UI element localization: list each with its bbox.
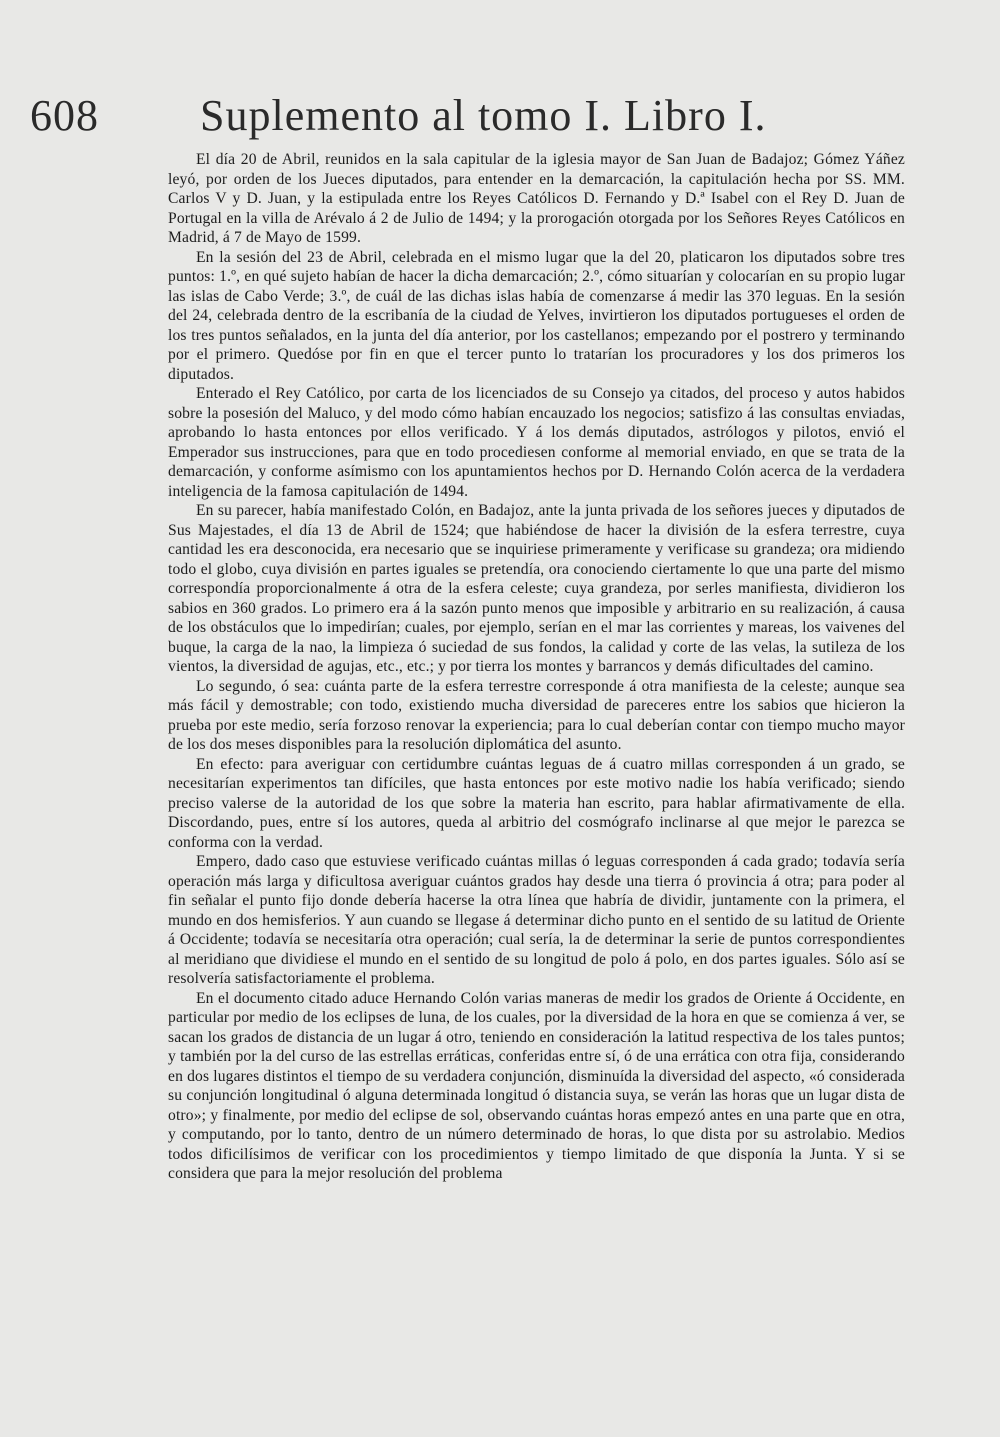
page-number: 608 bbox=[30, 91, 99, 140]
paragraph: En el documento citado aduce Hernando Colón varias maneras de medir los grados de Oriente á Occidente, en particular por medio de los eclipses de luna, de los cuales, por la diversidad de la hora en que se comienza á ver, se sacan los grados de distancia de un lugar á otro, teniendo en consideración la latitud respectiva de los tales puntos; y también por la del curso de las estrellas erráticas, conferidas entre sí, ó de una errática con otra fija, considerando en dos lugares distintos el tiempo de su verdadera conjunción, disminuída la diversidad del aspecto, «ó considerada su conjunción longitudinal ó alguna determinada longitud ó distancia suya, se verán las horas que un lugar dista de otro»; y finalmente, por medio del eclipse de sol, observando cuántas horas empezó antes en una parte que en otra, y computando, por lo tanto, dentro de un número determinado de horas, lo que dista por su astrolabio. Medios todos dificilísimos de verificar con los procedimientos y tiempo limitado de que disponía la Junta. Y si se considera que para la mejor resolución del problema bbox=[168, 989, 905, 1182]
paragraph: Empero, dado caso que estuviese verificado cuántas millas ó leguas corresponden á cada grado; todavía sería operación más larga y dificultosa averiguar cuántos grados hay desde una tierra ó provincia á otra; para poder al fin señalar el punto fijo donde debería hacerse la otra línea que habría de dividir, juntamente con la primera, el mundo en dos hemisferios. Y aun cuando se llegase á determinar dicho punto en el sentido de su latitud de Oriente á Occidente; todavía se necesitaría otra operación; cual sería, la de determinar la serie de puntos correspondientes al meridiano que dividiese el mundo en el sentido de su longitud de polo á polo, en dos partes iguales. Sólo así se resolvería satisfactoriamente el problema. bbox=[168, 853, 905, 987]
paragraph: Lo segundo, ó sea: cuánta parte de la esfera terrestre corresponde á otra manifiesta de la celeste; aunque sea más fácil y demostrable; con todo, existiendo mucha diversidad de pareceres entre los sabios que hicieron la prueba por este medio, sería forzoso renovar la experiencia; para lo cual deberían contar con tiempo mucho mayor de los dos meses disponibles para la resolución diplomática del asunto. bbox=[168, 677, 905, 753]
paragraph: Enterado el Rey Católico, por carta de los licenciados de su Consejo ya citados, del proceso y autos habidos sobre la posesión del Maluco, y del modo cómo habían encauzado los negocios; satisfizo á las consultas enviadas, aprobando lo hasta entonces por ellos verificado. Y á los demás diputados, astrólogos y pilotos, envió el Emperador sus instrucciones, para que en todo procediesen conforme al memorial enviado, en que se trata de la demarcación, y conforme asímismo con los apuntamientos hechos por D. Hernando Colón acerca de la verdadera inteligencia de la famosa capitulación de 1494. bbox=[168, 385, 905, 500]
paragraph: En la sesión del 23 de Abril, celebrada en el mismo lugar que la del 20, platicaron los diputados sobre tres puntos: 1.º, en qué sujeto habían de hacer la dicha demarcación; 2.º, cómo situarían y colocarían en su propio lugar las islas de Cabo Verde; 3.º, de cuál de las dichas islas había de comenzarse á medir las 370 leguas. En la sesión del 24, celebrada dentro de la escribanía de la ciudad de Yelves, invirtieron los diputados portugueses el orden de los tres puntos señalados, en la junta del día anterior, por los castellanos; empezando por el postrero y terminando por el primero. Quedóse por fin en que el tercer punto lo tratarían los procuradores y los dos primeros los diputados. bbox=[168, 248, 905, 383]
body-text bbox=[168, 150, 905, 1184]
page-header bbox=[30, 88, 890, 148]
paragraph: En efecto: para averiguar con certidumbre cuántas leguas de á cuatro millas corresponden á un grado, se necesitarían experimentos tan difíciles, que hasta entonces por este motivo nadie los había verificado; siendo preciso valerse de la autoridad de los que sobre la materia han escrito, para hablar afirmativamente de ella. Discordando, pues, entre sí los autores, queda al arbitrio del cosmógrafo inclinarse al que mejor le parezca se conforma con la verdad. bbox=[168, 755, 905, 851]
paragraph: En su parecer, había manifestado Colón, en Badajoz, ante la junta privada de los señores jueces y diputados de Sus Majestades, el día 13 de Abril de 1524; que habiéndose de hacer la división de la esfera terrestre, cuya cantidad les era desconocida, era necesario que se inquiriese primeramente y verificase su grandeza; ora midiendo todo el globo, cuya división en partes iguales se pretendía, ora conociendo ciertamente lo que una parte del mismo correspondía proporcionalmente á otra de la esfera celeste; cuya grandeza, por serles manifiesta, dividieron los sabios en 360 grados. Lo primero era á la sazón punto menos que imposible y arbitrario en su realización, á causa de los obstáculos que lo impedirían; cuales, por ejemplo, serían en el mar las corrientes y mareas, los vaivenes del buque, la carga de la nao, la limpieza ó suciedad de sus fondos, la calidad y corte de las velas, la sutileza de los vientos, la diversidad de agujas, etc., etc.; y por tierra los montes y barrancos y demás dificultades del camino. bbox=[168, 502, 905, 675]
paragraph: El día 20 de Abril, reunidos en la sala capitular de la iglesia mayor de San Juan de Badajoz; Gómez Yáñez leyó, por orden de los Jueces diputados, para entender en la demarcación, la capitulación hecha por SS. MM. Carlos V y D. Juan, y la estipulada entre los Reyes Católicos D. Fernando y D.ª Isabel con el Rey D. Juan de Portugal en la villa de Arévalo á 2 de Julio de 1494; y la prorogación otorgada por los Señores Reyes Católicos en Madrid, á 7 de Mayo de 1599. bbox=[168, 151, 905, 246]
running-title: Suplemento al tomo I. Libro I. bbox=[200, 91, 767, 140]
